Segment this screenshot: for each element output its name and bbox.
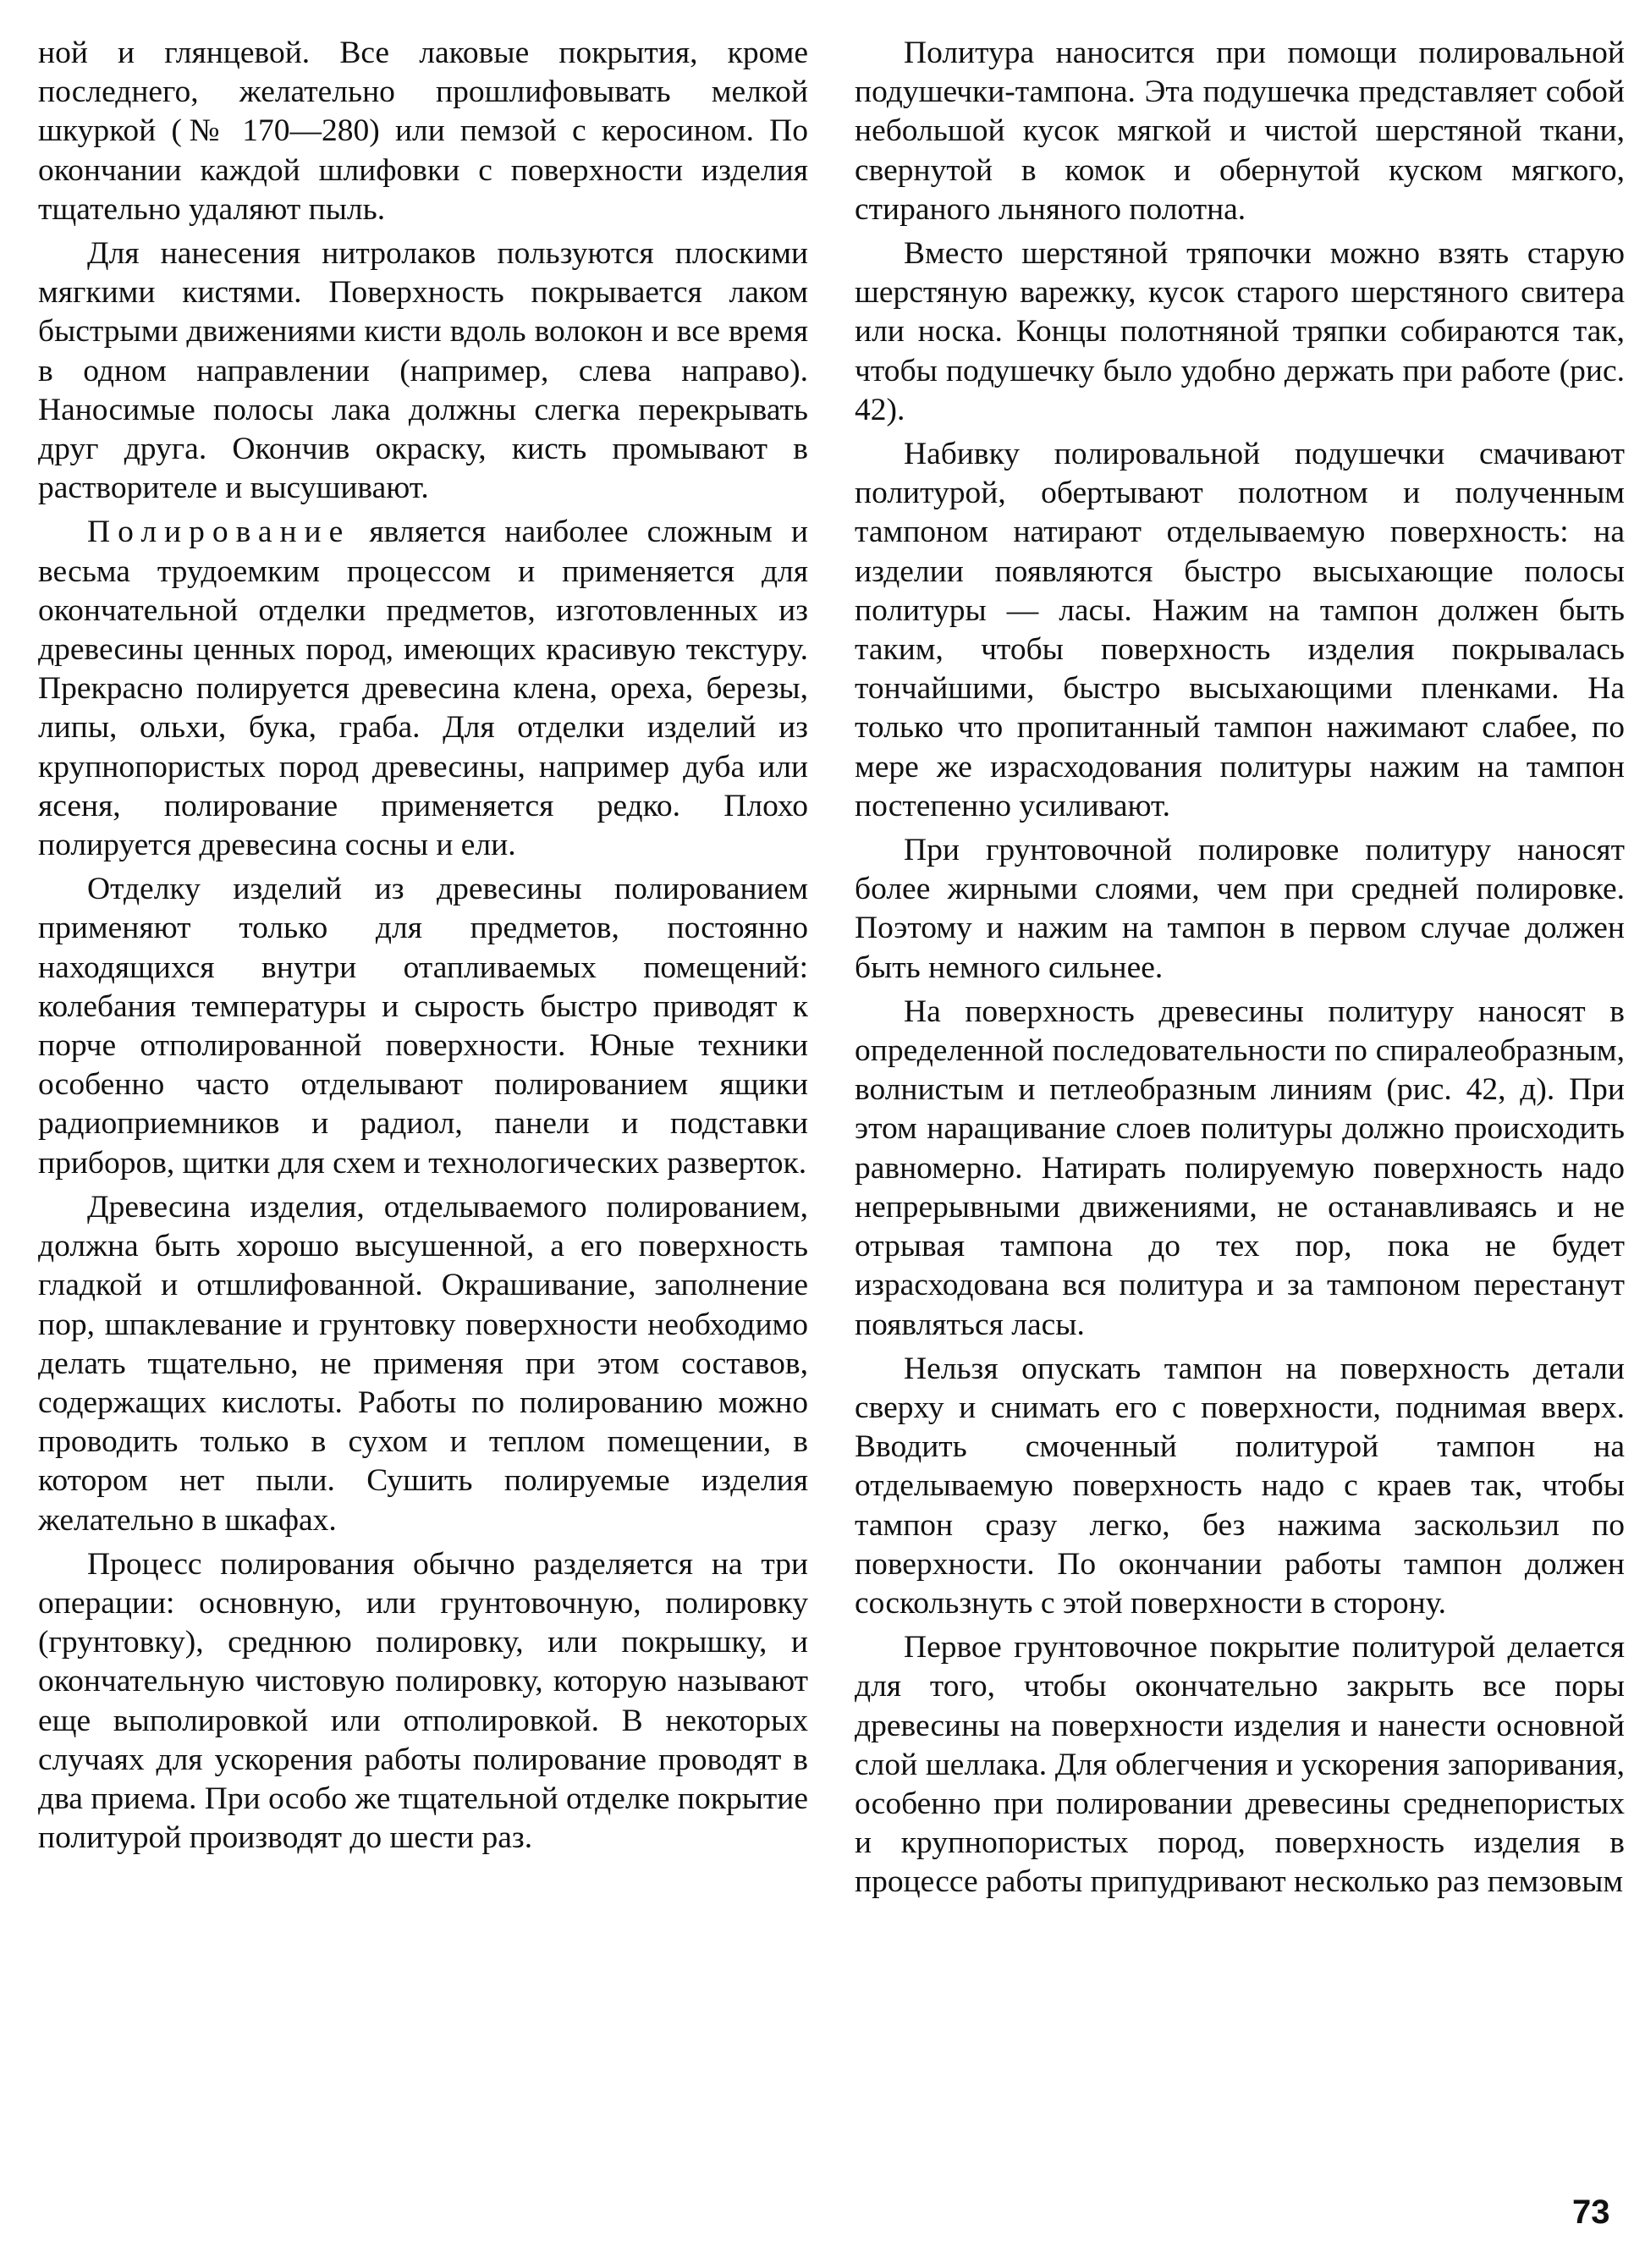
paragraph: Вместо шерстяной тряпочки можно взять старую шерстяную варежку, кусок старого шерстяного свитера или носка. Концы полотняной тряпки собираются так, чтобы подушечку было удобно держать при работе (рис. 42). xyxy=(855,236,1625,427)
paragraph: Процесс полирования обычно разделяется на три операции: основную, или грунтовочную, полировку (грунтовку), среднюю полировку, или покрышку, и окончательную чистовую полировку, которую называют еще выполировкой или отполировкой. В некоторых случаях для ускорения работы полирование проводят в два приема. При особо же тщательной отделке покрытие политурой производят до шести раз. xyxy=(38,1546,808,1856)
paragraph: Отделку изделий из древесины полированием применяют только для предметов, постоянно находящихся внутри отапливаемых помещений: колебания температуры и сырость быстро приводят к порче отполированной поверхности. Юные техники особенно часто отделывают полированием ящики радиоприемников и радиол, панели и подставки приборов, щитки для схем и технологических разверток. xyxy=(38,872,808,1181)
page-number: 73 xyxy=(1572,2194,1610,2231)
paragraph: При грунтовочной полировке политуру наносят более жирными слоями, чем при средней полировке. Поэтому и нажим на тампон в первом случае должен быть немного сильнее. xyxy=(855,833,1625,985)
paragraph: Для нанесения нитролаков пользуются плоскими мягкими кистями. Поверхность покрывается лаком быстрыми движениями кисти вдоль волокон и все время в одном направлении (например, слева направо). Наносимые полосы лака должны слегка перекрывать друг друга. Окончив окраску, кисть промывают в растворителе и высушивают. xyxy=(38,236,808,506)
paragraph xyxy=(38,513,808,865)
paragraph: Набивку полировальной подушечки смачивают политурой, обертывают полотном и полученным тампоном натирают отделываемую поверхность: на изделии появляются быстро высыхающие полосы политуры — ласы. Нажим на тампон должен быть таким, чтобы поверхность изделия покрывалась тончайшими, быстро высыхающими пленками. На только что пропитанный тампон нажимают слабее, по мере же израсходования политуры нажим на тампон постепенно усиливают. xyxy=(855,437,1625,823)
paragraph: ной и глянцевой. Все лаковые покрытия, кроме последнего, желательно прошлифовывать мелкой шкуркой (№ 170—280) или пемзой с керосином. По окончании каждой шлифовки с поверхности изделия тщательно удаляют пыль. xyxy=(38,36,808,227)
paragraph-text: является наиболее сложным и весьма трудоемким процессом и применяется для окончательной отделки предметов, изготовленных из древесины ценных пород, имеющих красивую текстуру. Прекрасно полируется древесина клена, ореха, березы, липы, ольхи, бука, граба. Для отделки изделий из крупнопористых пород древесины, например дуба или ясеня, полирование применяется редко. Плохо полируется древесина сосны и ели. xyxy=(38,515,808,863)
left-text-column xyxy=(38,34,808,1863)
spaced-term: Полирование xyxy=(87,515,351,550)
right-text-column xyxy=(855,34,1625,1907)
paragraph: На поверхность древесины политуру наносят в определенной последовательности по спиралеобразным, волнистым и петлеобразным линиям (рис. 42, д). При этом наращивание слоев политуры должно происходить равномерно. Натирать полируемую поверхность надо непрерывными движениями, не останавливаясь и не отрывая тампона до тех пор, пока не будет израсходована вся политура и за тампоном перестанут появляться ласы. xyxy=(855,994,1625,1342)
paragraph: Политура наносится при помощи полировальной подушечки-тампона. Эта подушечка представляет собой небольшой кусок мягкой и чистой шерстяной ткани, свернутой в комок и обернутой куском мягкого, стираного льняного полотна. xyxy=(855,36,1625,227)
paragraph: Древесина изделия, отделываемого полированием, должна быть хорошо высушенной, а его поверхность гладкой и отшлифованной. Окрашивание, заполнение пор, шпаклевание и грунтовку поверхности необходимо делать тщательно, не применяя при этом составов, содержащих кислоты. Работы по полированию можно проводить только в сухом и теплом помещении, в котором нет пыли. Сушить полируемые изделия желательно в шкафах. xyxy=(38,1189,808,1538)
paragraph: Нельзя опускать тампон на поверхность детали сверху и снимать его с поверхности, поднимая вверх. Вводить смоченный политурой тампон на отделываемую поверхность надо с краев так, чтобы тампон сразу легко, без нажима заскользил по поверхности. По окончании работы тампон должен соскользнуть с этой поверхности в сторону. xyxy=(855,1351,1625,1621)
paragraph: Первое грунтовочное покрытие политурой делается для того, чтобы окончательно закрыть все поры древесины на поверхности изделия и нанести основной слой шеллака. Для облегчения и ускорения запоривания, особенно при полировании древесины среднепористых и крупнопористых пород, поверхность изделия в процессе работы припудривают несколько раз пемзовым xyxy=(855,1630,1625,1900)
